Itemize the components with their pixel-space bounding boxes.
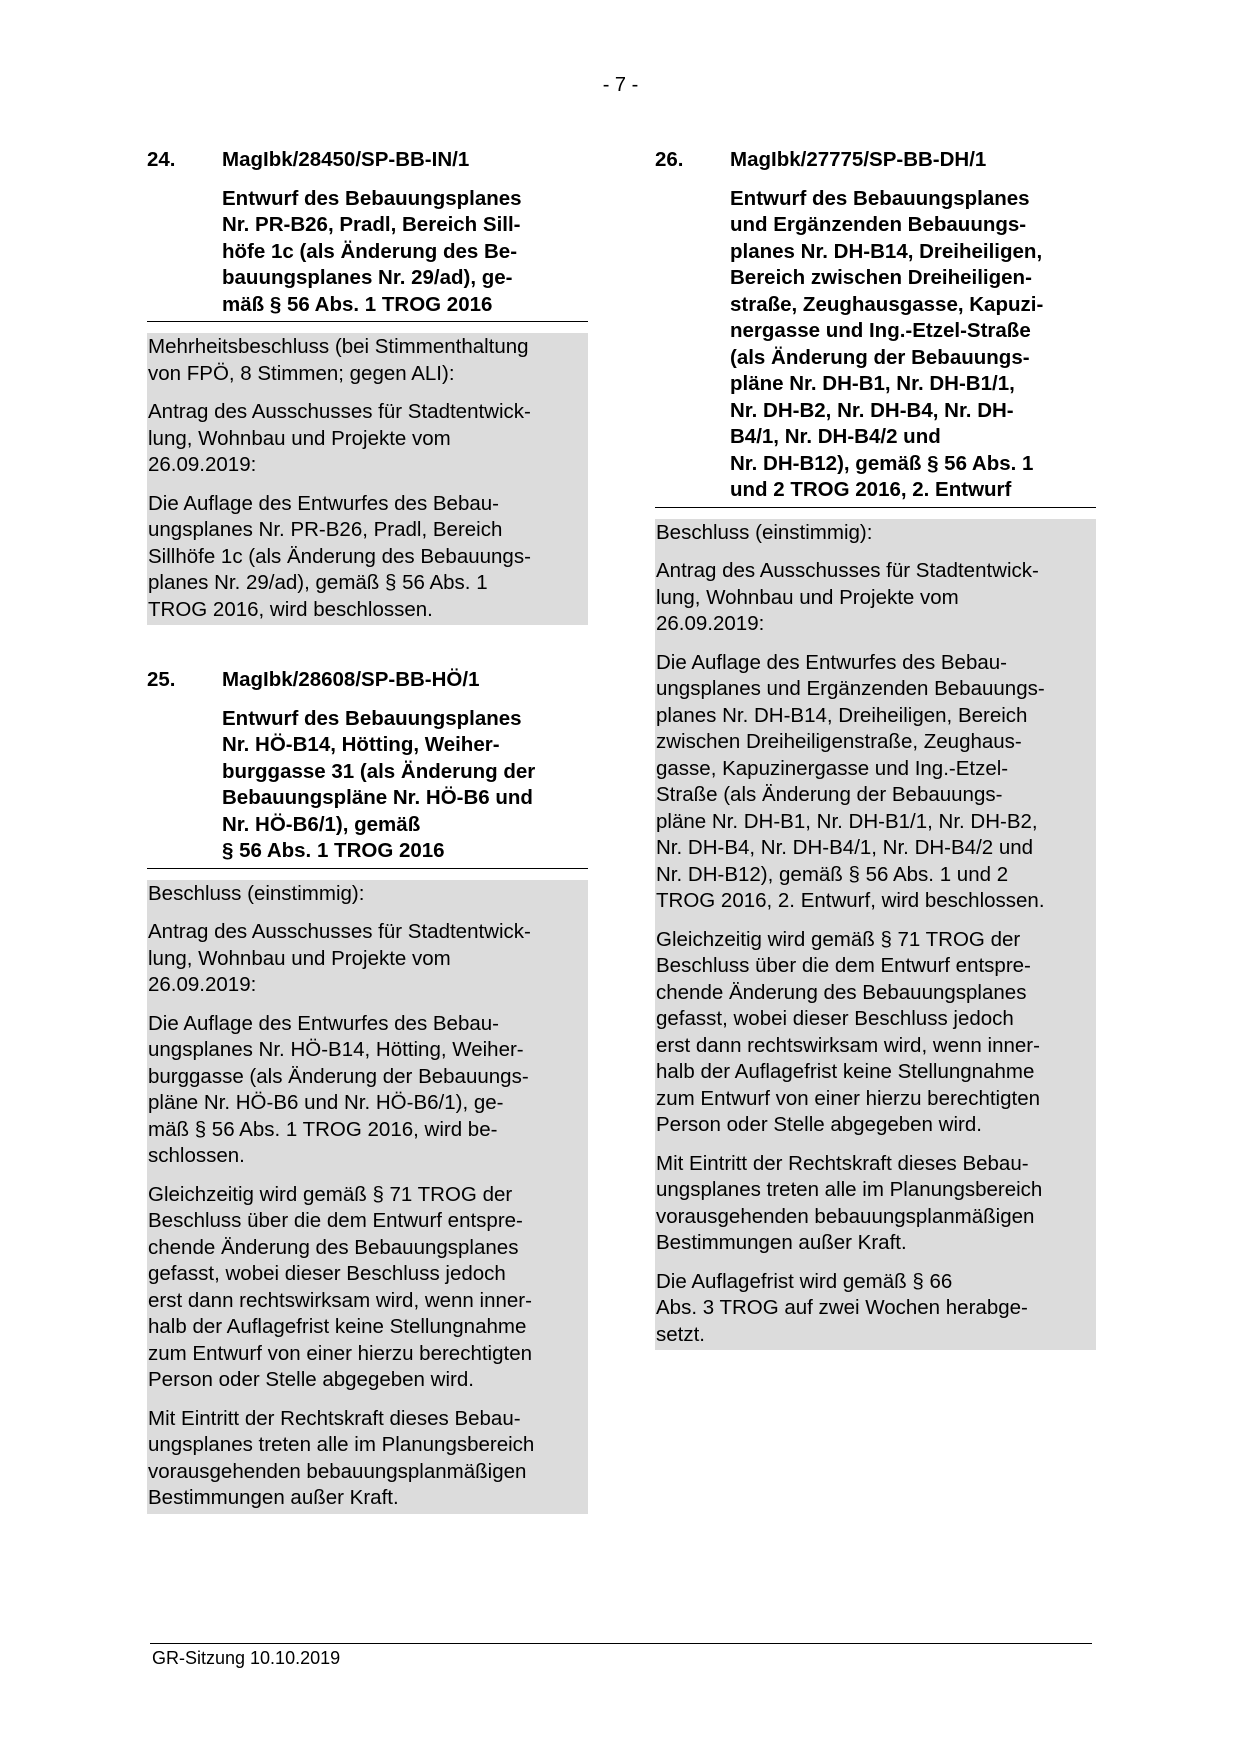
item-title: Entwurf des Bebauungsplanes Nr. HÖ-B14, Hötting, Weiher- burggasse 31 (als Änderung der Bebauungspläne Nr. HÖ-B6 und Nr. HÖ-B6/1), gemäß § 56 Abs. 1 TROG 2016 bbox=[222, 706, 536, 862]
decision-paragraph: Mit Eintritt der Rechtskraft dieses Bebau- ungsplanes treten alle im Planungsbereich vorausgehenden bebauungsplanmäßigen Bestimmungen außer Kraft. bbox=[148, 1406, 535, 1509]
item-heading bbox=[147, 147, 588, 174]
agenda-item-26 bbox=[655, 147, 1096, 1350]
footer-session: GR-Sitzung 10.10.2019 bbox=[152, 1648, 341, 1668]
item-title: Entwurf des Bebauungsplanes und Ergänzenden Bebauungs- planes Nr. DH-B14, Dreiheiligen, Bereich zwischen Dreiheiligen- straße, Zeughausgasse, Kapuzi- nergasse und Ing.-Etzel-Straße (als Änderung der Bebauungs- pläne Nr. DH-B1, Nr. DH-B1/1, Nr. DH-B2, Nr. DH-B4, Nr. DH- B4/1, Nr. DH-B4/2 und Nr. DH-B12), gemäß § 56 Abs. 1 und 2 TROG 2016, 2. Entwurf bbox=[730, 186, 1044, 501]
agenda-item-25 bbox=[147, 667, 588, 1514]
decision-type: Beschluss (einstimmig): bbox=[656, 520, 873, 544]
decision-paragraph: Mit Eintritt der Rechtskraft dieses Bebau- ungsplanes treten alle im Planungsbereich vorausgehenden bebauungsplanmäßigen Bestimmungen außer Kraft. bbox=[656, 1151, 1043, 1254]
title-divider bbox=[147, 321, 588, 322]
item-number: 25. bbox=[147, 668, 176, 691]
decision-paragraph: Gleichzeitig wird gemäß § 71 TROG der Beschluss über die dem Entwurf entspre- chende Änderung des Bebauungsplanes gefasst, wobei dieser Beschluss jedoch erst dann rechtswirksam wird, wenn inner- halb der Auflagefrist keine Stellungnahme zum Entwurf von einer hierzu berechtigten Person oder Stelle abgegeben wird. bbox=[656, 927, 1041, 1136]
footer-divider bbox=[150, 1643, 1092, 1644]
decision-type: Mehrheitsbeschluss (bei Stimmenthaltung von FPÖ, 8 Stimmen; gegen ALI): bbox=[148, 335, 529, 385]
item-heading bbox=[655, 147, 1096, 174]
decision-paragraph: Gleichzeitig wird gemäß § 71 TROG der Beschluss über die dem Entwurf entspre- chende Änderung des Bebauungsplanes gefasst, wobei dieser Beschluss jedoch erst dann rechtswirksam wird, wenn inner- halb der Auflagefrist keine Stellungnahme zum Entwurf von einer hierzu berechtigten Person oder Stelle abgegeben wird. bbox=[148, 1182, 533, 1391]
item-title: Entwurf des Bebauungsplanes Nr. PR-B26, Pradl, Bereich Sill- höfe 1c (als Änderung des Be- bauungsplanes Nr. 29/ad), ge- mäß § 56 Abs. 1 TROG 2016 bbox=[222, 186, 522, 316]
decision-paragraph: Die Auflage des Entwurfes des Bebau- ungsplanes und Ergänzenden Bebauungs- planes Nr. DH-B14, Dreiheiligen, Bereich zwischen Dreiheiligenstraße, Zeughaus- gasse, Kapuzinergasse und Ing.-Etzel- Straße (als Änderung der Bebauungs- pläne Nr. DH-B1, Nr. DH-B1/1, Nr. DH-B2, Nr. DH-B4, Nr. DH-B4/1, Nr. DH-B4/2 und Nr. DH-B12), gemäß § 56 Abs. 1 und 2 TROG 2016, 2. Entwurf, wird beschlossen. bbox=[656, 650, 1045, 912]
right-column bbox=[655, 147, 1096, 1350]
item-number: 26. bbox=[655, 148, 684, 171]
decision-type: Beschluss (einstimmig): bbox=[148, 881, 365, 905]
agenda-item-24 bbox=[147, 147, 588, 625]
item-reference: MagIbk/27775/SP-BB-DH/1 bbox=[730, 148, 987, 171]
item-heading bbox=[147, 667, 588, 694]
decision-paragraph: Antrag des Ausschusses für Stadtentwick- lung, Wohnbau und Projekte vom 26.09.2019: bbox=[148, 920, 531, 996]
left-column bbox=[147, 147, 588, 1514]
decision-paragraph: Die Auflage des Entwurfes des Bebau- ungsplanes Nr. HÖ-B14, Hötting, Weiher- burggasse (als Änderung der Bebauungs- pläne Nr. HÖ-B6 und Nr. HÖ-B6/1), ge- mäß § 56 Abs. 1 TROG 2016, wird be- schlossen. bbox=[148, 1011, 529, 1167]
title-divider bbox=[655, 507, 1096, 508]
decision-paragraph: Die Auflagefrist wird gemäß § 66 Abs. 3 TROG auf zwei Wochen herabge- setzt. bbox=[656, 1269, 1028, 1346]
decision-paragraph: Antrag des Ausschusses für Stadtentwick- lung, Wohnbau und Projekte vom 26.09.2019: bbox=[656, 559, 1039, 635]
item-number: 24. bbox=[147, 148, 176, 171]
item-reference: MagIbk/28608/SP-BB-HÖ/1 bbox=[222, 668, 480, 691]
title-divider bbox=[147, 868, 588, 869]
page-number: - 7 - bbox=[602, 74, 639, 96]
decision-block bbox=[147, 333, 588, 625]
decision-paragraph: Die Auflage des Entwurfes des Bebau- ungsplanes Nr. PR-B26, Pradl, Bereich Sillhöfe 1c (als Änderung des Bebauungs- planes Nr. 29/ad), gemäß § 56 Abs. 1 TROG 2016, wird beschlossen. bbox=[148, 491, 531, 621]
decision-block bbox=[147, 880, 588, 1514]
decision-block bbox=[655, 519, 1096, 1351]
item-reference: MagIbk/28450/SP-BB-IN/1 bbox=[222, 148, 470, 171]
decision-paragraph: Antrag des Ausschusses für Stadtentwick- lung, Wohnbau und Projekte vom 26.09.2019: bbox=[148, 400, 531, 476]
